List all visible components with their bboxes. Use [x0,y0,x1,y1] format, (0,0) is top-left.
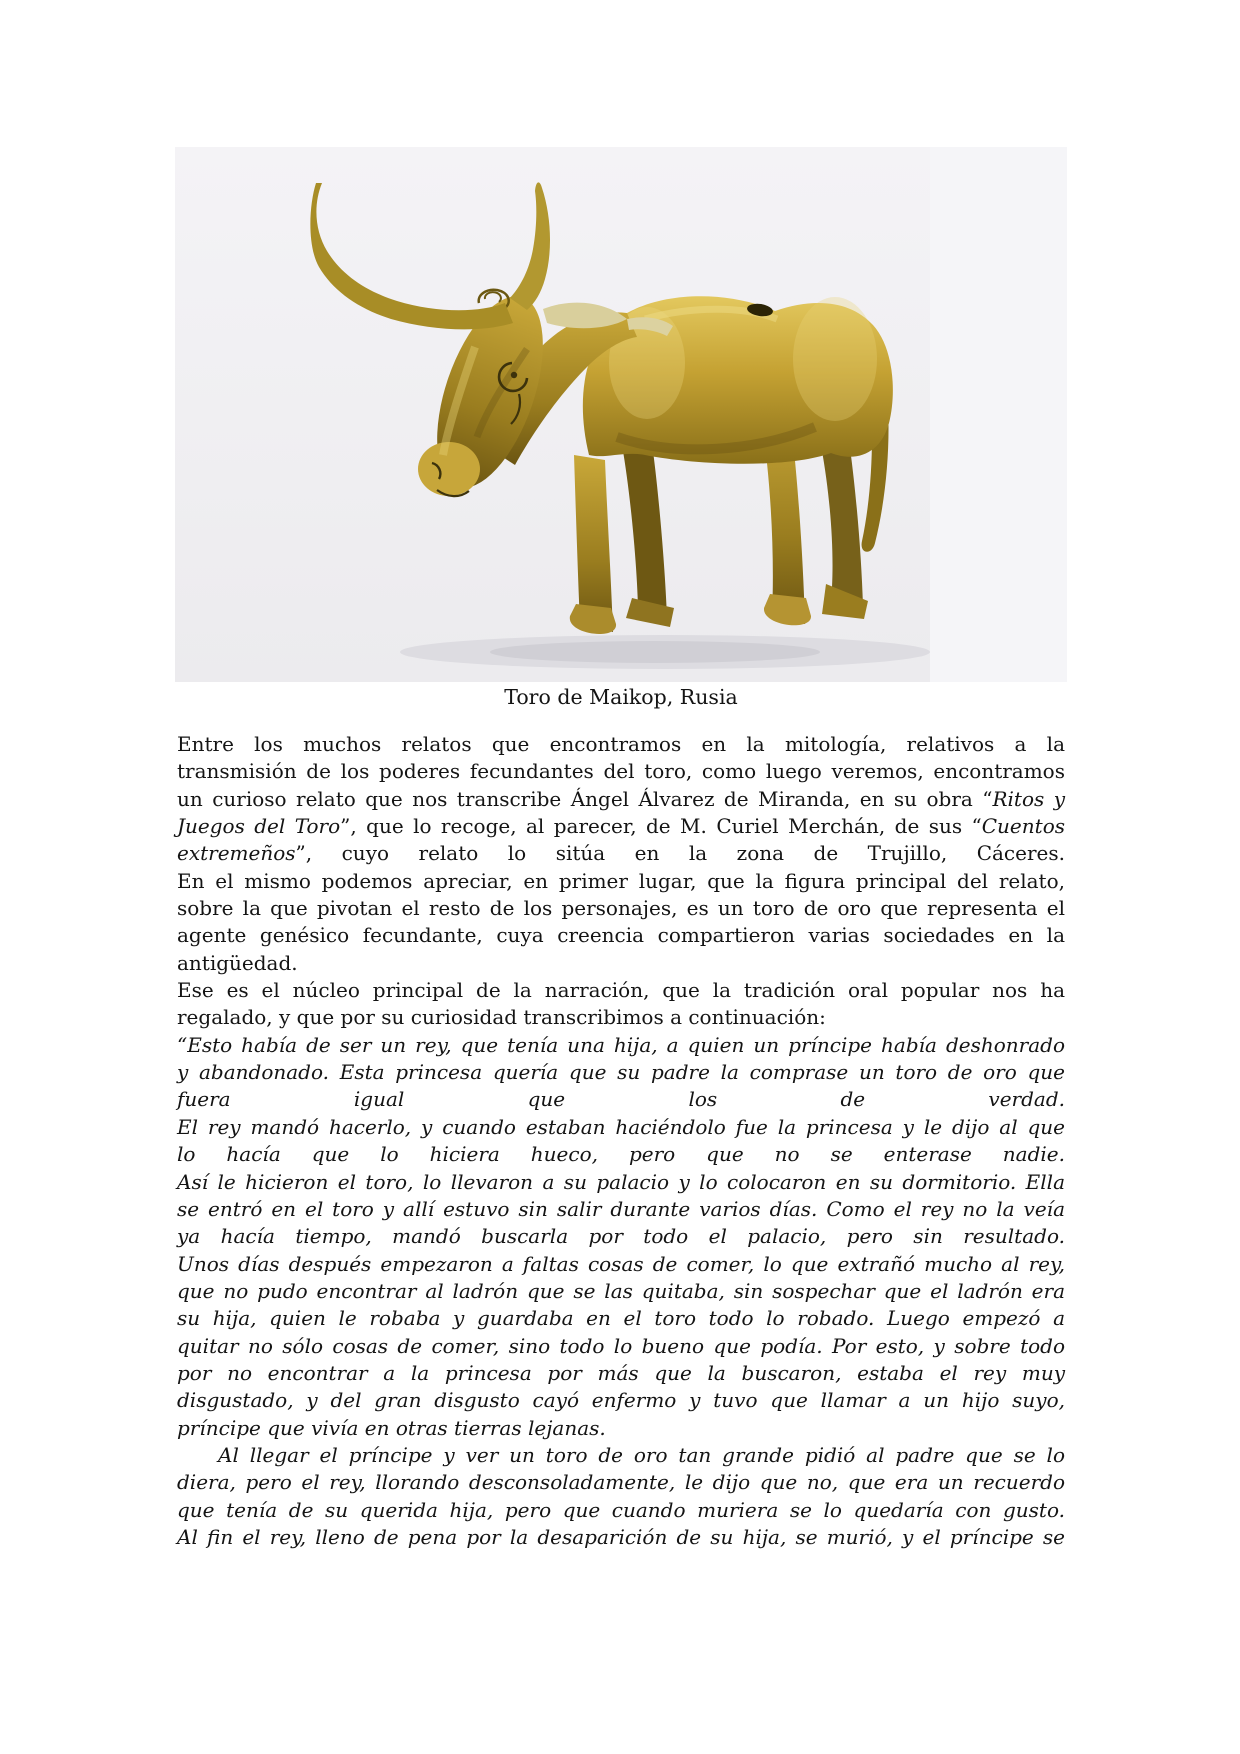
italic-text-segment: Al fin el rey, lleno de pena por la desaparición de su hija, se murió, y el príncipe se [177,1524,1065,1549]
rump-highlight [793,297,877,421]
text-line [177,1169,1065,1196]
italic-text-segment: y abandonado. Esta princesa quería que su padre la comprase un toro de oro que [177,1060,1065,1085]
italic-text-segment: Unos días después empezaron a faltas cosas de comer, lo que extrañó mucho al rey, [177,1251,1065,1276]
italic-text-segment: Ritos y [992,786,1065,811]
italic-text-segment: El rey mandó hacerlo, y cuando estaban haciéndolo fue la princesa y le dijo al que [177,1114,1065,1139]
text-line [177,1442,1065,1469]
italic-text-segment: “Esto había de ser un rey, que tenía una hija, a quien un príncipe había deshonrado [177,1032,1065,1057]
italic-text-segment: lo hacía que lo hiciera hueco, pero que no se enterase nadie. [177,1142,1065,1167]
text-line [177,1360,1065,1387]
text-line [177,1387,1065,1414]
text-line [177,813,1065,840]
text-line [177,950,1065,977]
bull-figure [175,147,1067,682]
text-segment: agente genésico fecundante, cuya creencia compartieron varias sociedades en la [177,923,1065,948]
text-line [177,1333,1065,1360]
text-segment: transmisión de los poderes fecundantes del toro, como luego veremos, encontramos [177,759,1065,784]
text-line [177,840,1065,867]
italic-text-segment: que no pudo encontrar al ladrón que se las quitaba, sin sospechar que el ladrón era [177,1278,1065,1303]
text-line [177,1469,1065,1496]
italic-text-segment: Cuentos [981,814,1065,839]
bull-photo-illustration [175,147,1067,682]
text-line [177,1032,1065,1059]
text-line [177,758,1065,785]
text-line [177,1086,1065,1113]
text-line [177,1251,1065,1278]
italic-text-segment: por no encontrar a la princesa por más que la buscaron, estaba el rey muy [177,1360,1065,1385]
italic-text-segment: fuera igual que los de verdad. [177,1087,1065,1112]
italic-text-segment: ya hacía tiempo, mandó buscarla por todo el palacio, pero sin resultado. [177,1224,1065,1249]
text-line [177,868,1065,895]
photo-background-strip [930,147,1067,682]
italic-text-segment: extremeños [177,841,296,866]
figure-caption: Toro de Maikop, Rusia [504,685,738,709]
text-line [177,1305,1065,1332]
text-line [177,895,1065,922]
italic-text-segment: se entró en el toro y allí estuvo sin salir durante varios días. Como el rey no la veía [177,1196,1065,1221]
text-segment: Entre los muchos relatos que encontramos en la mitología, relativos a la [177,732,1065,756]
text-line [177,1196,1065,1223]
text-line [177,1223,1065,1250]
text-line [177,1524,1065,1551]
italic-text-segment: príncipe que vivía en otras tierras lejanas. [177,1415,606,1440]
bull-shadow [400,635,930,669]
italic-text-segment: Al llegar el príncipe y ver un toro de oro tan grande pidió al padre que se lo [218,1442,1065,1467]
text-line [177,1114,1065,1141]
text-segment: sobre la que pivotan el resto de los personajes, es un toro de oro que representa el [177,896,1065,921]
text-line [177,1278,1065,1305]
text-line [177,1004,1065,1031]
italic-text-segment: que tenía de su querida hija, pero que cuando muriera se lo quedaría con gusto. [177,1497,1065,1522]
italic-text-segment: Así le hicieron el toro, lo llevaron a su palacio y lo colocaron en su dormitorio. Ella [177,1169,1065,1194]
text-segment: antigüedad. [177,950,298,975]
italic-text-segment: su hija, quien le robaba y guardaba en el toro todo lo robado. Luego empezó a [177,1306,1065,1331]
text-line [177,922,1065,949]
text-segment: Ese es el núcleo principal de la narración, que la tradición oral popular nos ha [177,978,1065,1003]
italic-text-segment: quitar no sólo cosas de comer, sino todo lo bueno que podía. Por esto, y sobre todo [177,1333,1065,1358]
text-segment: En el mismo podemos apreciar, en primer lugar, que la figura principal del relato, [177,868,1065,893]
text-line [177,1497,1065,1524]
text-line [177,1059,1065,1086]
text-line [177,977,1065,1004]
text-segment: ”, cuyo relato lo sitúa en la zona de Trujillo, Cáceres. [295,841,1065,866]
text-block [177,731,1065,1551]
italic-text-segment: Juegos del Toro [177,814,341,839]
text-segment: ”, que lo recoge, al parecer, de M. Curiel Merchán, de sus “ [340,814,982,839]
text-segment: regalado, y que por su curiosidad transcribimos a continuación: [177,1005,826,1030]
text-line [177,1415,1065,1442]
italic-text-segment: disgustado, y del gran disgusto cayó enfermo y tuvo que llamar a un hijo suyo, [177,1388,1065,1413]
text-segment: un curioso relato que nos transcribe Ángel Álvarez de Miranda, en su obra “ [177,786,993,811]
text-line [177,1141,1065,1168]
text-line [177,786,1065,813]
text-line [177,731,1065,758]
italic-text-segment: diera, pero el rey, llorando desconsoladamente, le dijo que no, que era un recuerdo [177,1470,1065,1495]
